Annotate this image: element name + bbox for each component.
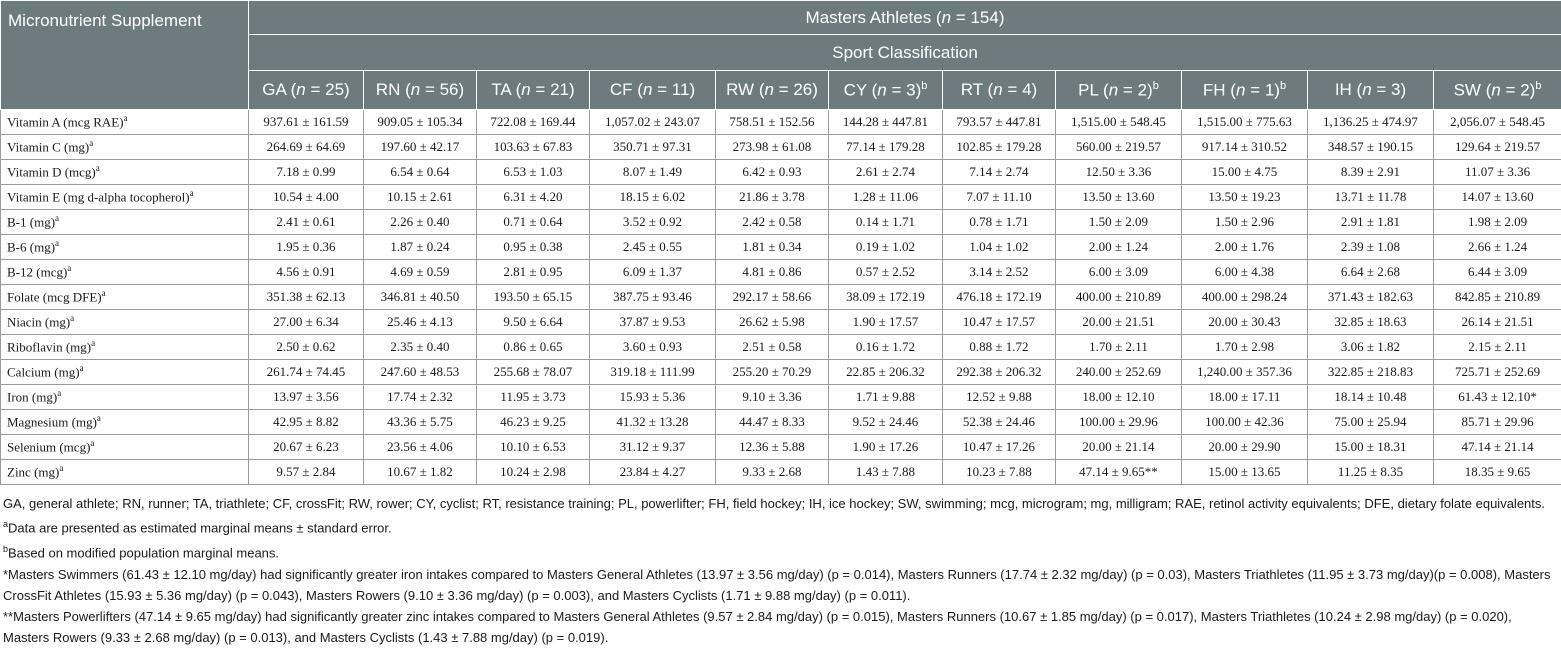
table-cell: 77.14 ± 179.28 — [829, 135, 943, 160]
table-cell: 6.44 ± 3.09 — [1434, 260, 1561, 285]
footnote-iron: *Masters Swimmers (61.43 ± 12.10 mg/day) had significantly greater iron intakes compared to Masters General Athletes (13.97 ± 3.56 mg/day) (p = 0.014), Masters Runners (17.74 ± 2.32 mg/day) (p = 0.03), Masters Triathletes (11.95 ± 3.73 mg/day)(p = 0.008), Masters CrossFit Athletes (15.93 ± 5.36 mg/day) (p = 0.043), Masters Rowers (9.10 ± 3.36 mg/day) (p = 0.003), and Masters Cyclists (1.71 ± 9.88 mg/day) (p = 0.011). — [3, 566, 1551, 603]
table-cell: 6.00 ± 3.09 — [1056, 260, 1182, 285]
table-cell: 917.14 ± 310.52 — [1182, 135, 1308, 160]
row-label: Iron (mg)$^a$ — [1, 385, 249, 410]
table-cell: 1.71 ± 9.88 — [829, 385, 943, 410]
table-cell: 1.43 ± 7.88 — [829, 460, 943, 485]
table-cell: 20.00 ± 21.14 — [1056, 435, 1182, 460]
footnote-b: $^b$Based on modified population marginal means. — [3, 543, 280, 561]
table-cell: 758.51 ± 152.56 — [716, 110, 829, 135]
row-label: Vitamin A (mcg RAE)$^a$ — [1, 110, 249, 135]
table-cell: 26.14 ± 21.51 — [1434, 310, 1561, 335]
table-cell: 0.88 ± 1.72 — [943, 335, 1056, 360]
table-cell: 247.60 ± 48.53 — [364, 360, 477, 385]
table-cell: 13.50 ± 13.60 — [1056, 185, 1182, 210]
column-header-fh: FH (n = 1)$^b$ — [1182, 71, 1308, 110]
table-row — [1, 260, 1561, 285]
table-cell: 1.81 ± 0.34 — [716, 235, 829, 260]
table-cell: 26.62 ± 5.98 — [716, 310, 829, 335]
table-cell: 292.17 ± 58.66 — [716, 285, 829, 310]
table-cell: 793.57 ± 447.81 — [943, 110, 1056, 135]
table-cell: 6.31 ± 4.20 — [477, 185, 590, 210]
table-cell: 10.24 ± 2.98 — [477, 460, 590, 485]
table-cell: 1.28 ± 11.06 — [829, 185, 943, 210]
table-cell: 12.36 ± 5.88 — [716, 435, 829, 460]
table-cell: 350.71 ± 97.31 — [590, 135, 716, 160]
row-label: Vitamin C (mg)$^a$ — [1, 135, 249, 160]
first-column-header: Micronutrient Supplement — [1, 1, 249, 110]
table-cell: 52.38 ± 24.46 — [943, 410, 1056, 435]
table-cell: 32.85 ± 18.63 — [1308, 310, 1434, 335]
table-cell: 476.18 ± 172.19 — [943, 285, 1056, 310]
table-cell: 3.52 ± 0.92 — [590, 210, 716, 235]
table-cell: 11.95 ± 3.73 — [477, 385, 590, 410]
table-cell: 10.47 ± 17.26 — [943, 435, 1056, 460]
table-cell: 23.84 ± 4.27 — [590, 460, 716, 485]
table-cell: 44.47 ± 8.33 — [716, 410, 829, 435]
column-header-ih: IH (n = 3) — [1308, 71, 1434, 110]
table-cell: 18.00 ± 12.10 — [1056, 385, 1182, 410]
table-cell: 1.70 ± 2.98 — [1182, 335, 1308, 360]
table-cell: 0.14 ± 1.71 — [829, 210, 943, 235]
column-header-sw: SW (n = 2)$^b$ — [1434, 71, 1561, 110]
table-cell: 4.69 ± 0.59 — [364, 260, 477, 285]
table-row — [1, 285, 1561, 310]
table-row — [1, 310, 1561, 335]
table-cell: 1,515.00 ± 775.63 — [1182, 110, 1308, 135]
table-cell: 2.15 ± 2.11 — [1434, 335, 1561, 360]
row-label: B-1 (mg)$^a$ — [1, 210, 249, 235]
table-cell: 6.09 ± 1.37 — [590, 260, 716, 285]
table-cell: 193.50 ± 65.15 — [477, 285, 590, 310]
table-cell: 20.67 ± 6.23 — [249, 435, 364, 460]
table-cell: 11.25 ± 8.35 — [1308, 460, 1434, 485]
table-cell: 1.95 ± 0.36 — [249, 235, 364, 260]
table-cell: 18.35 ± 9.65 — [1434, 460, 1561, 485]
table-cell: 8.39 ± 2.91 — [1308, 160, 1434, 185]
table-cell: 8.07 ± 1.49 — [590, 160, 716, 185]
row-label: Niacin (mg)$^a$ — [1, 310, 249, 335]
table-cell: 6.53 ± 1.03 — [477, 160, 590, 185]
table-cell: 0.57 ± 2.52 — [829, 260, 943, 285]
table-cell: 0.71 ± 0.64 — [477, 210, 590, 235]
row-label: Calcium (mg)$^a$ — [1, 360, 249, 385]
row-label: Selenium (mcg)$^a$ — [1, 435, 249, 460]
table-cell: 7.18 ± 0.99 — [249, 160, 364, 185]
table-cell: 0.16 ± 1.72 — [829, 335, 943, 360]
table-cell: 346.81 ± 40.50 — [364, 285, 477, 310]
sport-classification-header: Sport Classification — [249, 35, 1561, 71]
table-cell: 22.85 ± 206.32 — [829, 360, 943, 385]
table-cell: 3.14 ± 2.52 — [943, 260, 1056, 285]
table-cell: 20.00 ± 21.51 — [1056, 310, 1182, 335]
table-cell: 1.90 ± 17.57 — [829, 310, 943, 335]
table-cell: 322.85 ± 218.83 — [1308, 360, 1434, 385]
table-cell: 3.60 ± 0.93 — [590, 335, 716, 360]
table-cell: 10.54 ± 4.00 — [249, 185, 364, 210]
table-cell: 85.71 ± 29.96 — [1434, 410, 1561, 435]
table-cell: 2.00 ± 1.76 — [1182, 235, 1308, 260]
column-header-cy: CY (n = 3)$^b$ — [829, 71, 943, 110]
table-cell: 18.15 ± 6.02 — [590, 185, 716, 210]
table-cell: 348.57 ± 190.15 — [1308, 135, 1434, 160]
table-cell: 12.50 ± 3.36 — [1056, 160, 1182, 185]
table-cell: 13.50 ± 19.23 — [1182, 185, 1308, 210]
column-header-rt: RT (n = 4) — [943, 71, 1056, 110]
table-cell: 13.97 ± 3.56 — [249, 385, 364, 410]
table-cell: 100.00 ± 29.96 — [1056, 410, 1182, 435]
table-cell: 2.35 ± 0.40 — [364, 335, 477, 360]
table-cell: 10.47 ± 17.57 — [943, 310, 1056, 335]
table-cell: 400.00 ± 298.24 — [1182, 285, 1308, 310]
table-row — [1, 135, 1561, 160]
table-cell: 261.74 ± 74.45 — [249, 360, 364, 385]
table-cell: 725.71 ± 252.69 — [1434, 360, 1561, 385]
table-cell: 3.06 ± 1.82 — [1308, 335, 1434, 360]
table-cell: 41.32 ± 13.28 — [590, 410, 716, 435]
table-cell: 2.45 ± 0.55 — [590, 235, 716, 260]
column-header-rn: RN (n = 56) — [364, 71, 477, 110]
table-cell: 0.19 ± 1.02 — [829, 235, 943, 260]
table-cell: 1.50 ± 2.96 — [1182, 210, 1308, 235]
table-cell: 31.12 ± 9.37 — [590, 435, 716, 460]
table-cell: 18.14 ± 10.48 — [1308, 385, 1434, 410]
table-cell: 0.86 ± 0.65 — [477, 335, 590, 360]
column-header-ta: TA (n = 21) — [477, 71, 590, 110]
table-row — [1, 335, 1561, 360]
table-cell: 1.87 ± 0.24 — [364, 235, 477, 260]
row-label: Vitamin E (mg d-alpha tocopherol)$^a$ — [1, 185, 249, 210]
table-cell: 37.87 ± 9.53 — [590, 310, 716, 335]
table-cell: 0.95 ± 0.38 — [477, 235, 590, 260]
table-row — [1, 385, 1561, 410]
table-cell: 273.98 ± 61.08 — [716, 135, 829, 160]
table-cell: 2.91 ± 1.81 — [1308, 210, 1434, 235]
table-cell: 560.00 ± 219.57 — [1056, 135, 1182, 160]
table-cell: 197.60 ± 42.17 — [364, 135, 477, 160]
table-cell: 20.00 ± 29.90 — [1182, 435, 1308, 460]
table-cell: 75.00 ± 25.94 — [1308, 410, 1434, 435]
table-cell: 371.43 ± 182.63 — [1308, 285, 1434, 310]
table-cell: 2.41 ± 0.61 — [249, 210, 364, 235]
table-cell: 909.05 ± 105.34 — [364, 110, 477, 135]
table-cell: 15.93 ± 5.36 — [590, 385, 716, 410]
table-row — [1, 460, 1561, 485]
table-row — [1, 435, 1561, 460]
table-cell: 9.10 ± 3.36 — [716, 385, 829, 410]
table-cell: 2.26 ± 0.40 — [364, 210, 477, 235]
table-cell: 1.50 ± 2.09 — [1056, 210, 1182, 235]
table-cell: 20.00 ± 30.43 — [1182, 310, 1308, 335]
table-cell: 1.70 ± 2.11 — [1056, 335, 1182, 360]
table-cell: 21.86 ± 3.78 — [716, 185, 829, 210]
table-cell: 25.46 ± 4.13 — [364, 310, 477, 335]
table-cell: 6.42 ± 0.93 — [716, 160, 829, 185]
table-cell: 2.61 ± 2.74 — [829, 160, 943, 185]
table-cell: 264.69 ± 64.69 — [249, 135, 364, 160]
table-cell: 1.90 ± 17.26 — [829, 435, 943, 460]
table-row — [1, 235, 1561, 260]
group-header: Masters Athletes (n = 154) — [249, 1, 1561, 35]
table-cell: 11.07 ± 3.36 — [1434, 160, 1561, 185]
table-cell: 2.66 ± 1.24 — [1434, 235, 1561, 260]
table-cell: 61.43 ± 12.10* — [1434, 385, 1561, 410]
table-cell: 2,056.07 ± 548.45 — [1434, 110, 1561, 135]
table-row — [1, 410, 1561, 435]
row-label: Folate (mcg DFE)$^a$ — [1, 285, 249, 310]
row-label: Zinc (mg)$^a$ — [1, 460, 249, 485]
table-cell: 937.61 ± 161.59 — [249, 110, 364, 135]
table-footnotes — [0, 493, 1558, 649]
table-cell: 2.50 ± 0.62 — [249, 335, 364, 360]
table-cell: 722.08 ± 169.44 — [477, 110, 590, 135]
table-cell: 1.98 ± 2.09 — [1434, 210, 1561, 235]
table-cell: 17.74 ± 2.32 — [364, 385, 477, 410]
table-cell: 2.42 ± 0.58 — [716, 210, 829, 235]
table-cell: 10.10 ± 6.53 — [477, 435, 590, 460]
table-cell: 10.67 ± 1.82 — [364, 460, 477, 485]
table-cell: 47.14 ± 9.65** — [1056, 460, 1182, 485]
table-cell: 10.15 ± 2.61 — [364, 185, 477, 210]
table-cell: 1.04 ± 1.02 — [943, 235, 1056, 260]
table-row — [1, 210, 1561, 235]
row-label: B-12 (mcg)$^a$ — [1, 260, 249, 285]
table-row — [1, 360, 1561, 385]
table-cell: 15.00 ± 4.75 — [1182, 160, 1308, 185]
table-cell: 240.00 ± 252.69 — [1056, 360, 1182, 385]
row-label: B-6 (mg)$^a$ — [1, 235, 249, 260]
column-header-pl: PL (n = 2)$^b$ — [1056, 71, 1182, 110]
table-cell: 13.71 ± 11.78 — [1308, 185, 1434, 210]
table-cell: 103.63 ± 67.83 — [477, 135, 590, 160]
table-cell: 2.00 ± 1.24 — [1056, 235, 1182, 260]
table-cell: 2.39 ± 1.08 — [1308, 235, 1434, 260]
table-cell: 18.00 ± 17.11 — [1182, 385, 1308, 410]
table-row — [1, 110, 1561, 135]
table-cell: 1,240.00 ± 357.36 — [1182, 360, 1308, 385]
table-cell: 10.23 ± 7.88 — [943, 460, 1056, 485]
table-cell: 27.00 ± 6.34 — [249, 310, 364, 335]
table-cell: 1,515.00 ± 548.45 — [1056, 110, 1182, 135]
column-header-cf: CF (n = 11) — [590, 71, 716, 110]
column-header-ga: GA (n = 25) — [249, 71, 364, 110]
table-cell: 255.68 ± 78.07 — [477, 360, 590, 385]
table-cell: 14.07 ± 13.60 — [1434, 185, 1561, 210]
table-cell: 42.95 ± 8.82 — [249, 410, 364, 435]
table-cell: 23.56 ± 4.06 — [364, 435, 477, 460]
table-cell: 387.75 ± 93.46 — [590, 285, 716, 310]
table-cell: 15.00 ± 18.31 — [1308, 435, 1434, 460]
table-cell: 9.52 ± 24.46 — [829, 410, 943, 435]
abbreviations-note: GA, general athlete; RN, runner; TA, triathlete; CF, crossFit; RW, rower; CY, cyclist; RT, resistance training; PL, powerlifter; FH, field hockey; IH, ice hockey; SW, swimming; mcg, microgram; mg, milligram; RAE, retinol activity equivalents; DFE, dietary folate equivalents. — [3, 496, 1545, 511]
table-cell: 7.07 ± 11.10 — [943, 185, 1056, 210]
table-cell: 6.64 ± 2.68 — [1308, 260, 1434, 285]
table-cell: 12.52 ± 9.88 — [943, 385, 1056, 410]
row-label: Magnesium (mg)$^a$ — [1, 410, 249, 435]
table-cell: 842.85 ± 210.89 — [1434, 285, 1561, 310]
table-cell: 9.50 ± 6.64 — [477, 310, 590, 335]
table-cell: 2.51 ± 0.58 — [716, 335, 829, 360]
table-cell: 43.36 ± 5.75 — [364, 410, 477, 435]
table-cell: 7.14 ± 2.74 — [943, 160, 1056, 185]
table-cell: 9.33 ± 2.68 — [716, 460, 829, 485]
footnote-a: $^a$Data are presented as estimated marginal means ± standard error. — [3, 519, 392, 536]
row-label: Vitamin D (mcg)$^a$ — [1, 160, 249, 185]
column-header-rw: RW (n = 26) — [716, 71, 829, 110]
table-cell: 47.14 ± 21.14 — [1434, 435, 1561, 460]
table-cell: 255.20 ± 70.29 — [716, 360, 829, 385]
table-row — [1, 185, 1561, 210]
table-cell: 15.00 ± 13.65 — [1182, 460, 1308, 485]
table-cell: 4.56 ± 0.91 — [249, 260, 364, 285]
table-cell: 38.09 ± 172.19 — [829, 285, 943, 310]
table-cell: 292.38 ± 206.32 — [943, 360, 1056, 385]
table-cell: 144.28 ± 447.81 — [829, 110, 943, 135]
table-cell: 6.54 ± 0.64 — [364, 160, 477, 185]
table-cell: 400.00 ± 210.89 — [1056, 285, 1182, 310]
table-cell: 4.81 ± 0.86 — [716, 260, 829, 285]
footnote-zinc: **Masters Powerlifters (47.14 ± 9.65 mg/day) had significantly greater zinc intakes compared to Masters General Athletes (9.57 ± 2.84 mg/day) (p = 0.015), Masters Runners (10.67 ± 1.85 mg/day) (p = 0.017), Masters Triathletes (10.24 ± 2.98 mg/day) (p = 0.020), Masters Rowers (9.33 ± 2.68 mg/day) (p = 0.013), and Masters Cyclists (1.43 ± 7.88 mg/day) (p = 0.019). — [3, 609, 1512, 646]
table-cell: 2.81 ± 0.95 — [477, 260, 590, 285]
table-cell: 1,136.25 ± 474.97 — [1308, 110, 1434, 135]
table-body — [1, 110, 1561, 485]
table-cell: 46.23 ± 9.25 — [477, 410, 590, 435]
table-cell: 100.00 ± 42.36 — [1182, 410, 1308, 435]
table-row — [1, 160, 1561, 185]
table-cell: 0.78 ± 1.71 — [943, 210, 1056, 235]
table-cell: 6.00 ± 4.38 — [1182, 260, 1308, 285]
table-cell: 9.57 ± 2.84 — [249, 460, 364, 485]
table-cell: 319.18 ± 111.99 — [590, 360, 716, 385]
table-cell: 129.64 ± 219.57 — [1434, 135, 1561, 160]
table-cell: 351.38 ± 62.13 — [249, 285, 364, 310]
table-cell: 1,057.02 ± 243.07 — [590, 110, 716, 135]
row-label: Riboflavin (mg)$^a$ — [1, 335, 249, 360]
table-cell: 102.85 ± 179.28 — [943, 135, 1056, 160]
